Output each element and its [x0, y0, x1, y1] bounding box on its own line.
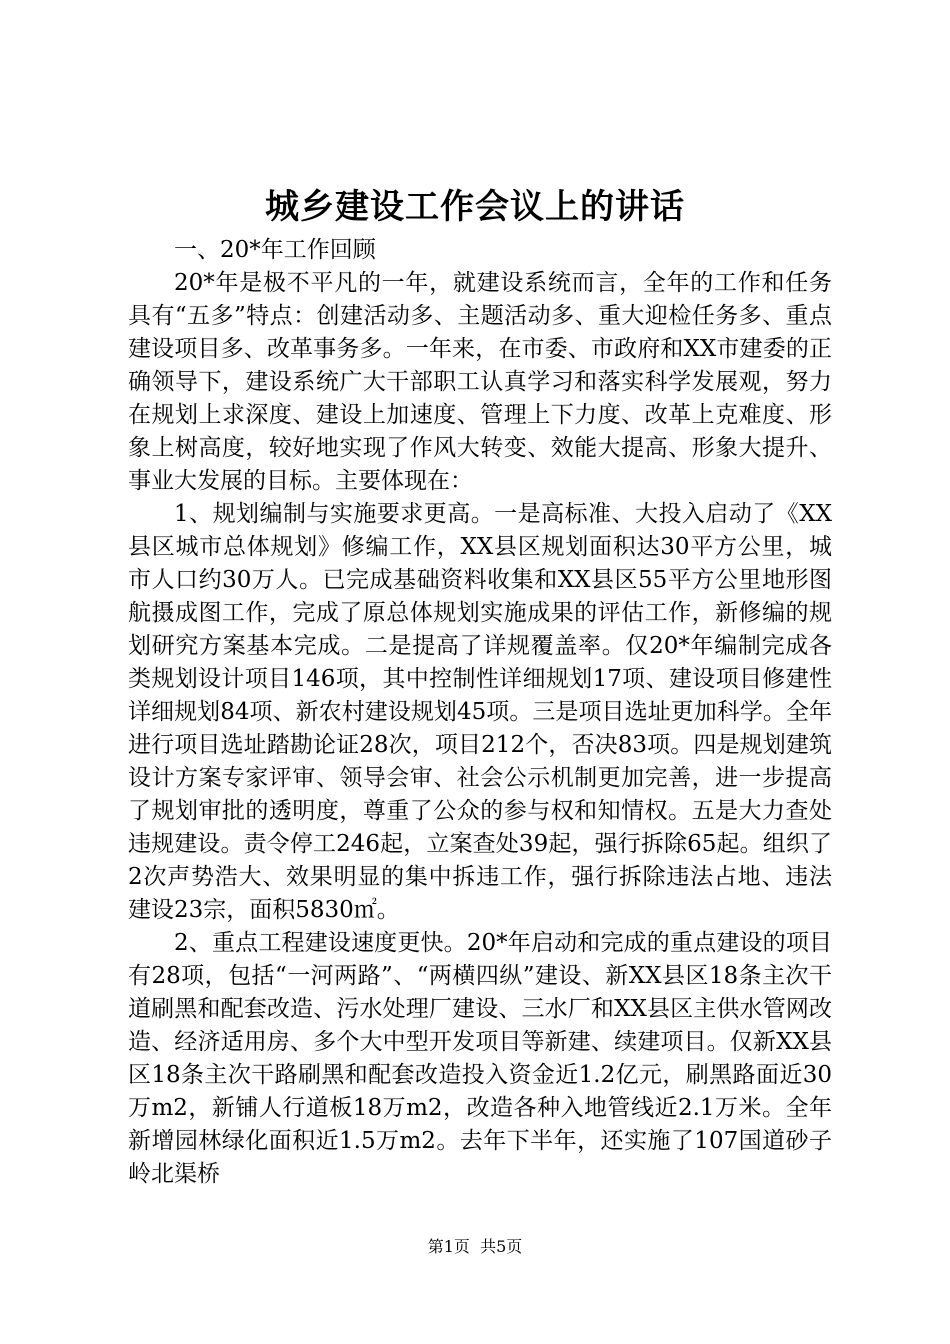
body-paragraph: 1、规划编制与实施要求更高。一是高标准、大投入启动了《XX县区城市总体规划》修编工作，XX县区规划面积达30平方公里，城市人口约30万人。已完成基础资料收集和XX县区55平方公里地形图航摄成图工作，完成了原总体规划实施成果的评估工作，新修编的规划研究方案基本完成。二是提高了详规覆盖率。仅20*年编制完成各类规划设计项目146项，其中控制性详细规划17项、建设项目修建性详细规划84项、新农村建设规划45项。三是项目选址更加科学。全年进行项目选址踏勘论证28次，项目212个，否决83项。四是规划建筑设计方案专家评审、领导会审、社会公示机制更加完善，进一步提高了规划审批的透明度，尊重了公众的参与权和知情权。五是大力查处违规建设。责令停工246起，立案查处39起，强行拆除65起。组织了2次声势浩大、效果明显的集中拆违工作，强行拆除违法占地、违法建设23宗，面积5830㎡。 [128, 501, 832, 923]
body-paragraph: 20*年是极不平凡的一年，就建设系统而言，全年的工作和任务具有“五多”特点：创建活动多、主题活动多、重大迎检任务多、重点建设项目多、改革事务多。一年来，在市委、市政府和XX市建委的正确领导下，建设系统广大干部职工认真学习和落实科学发展观，努力在规划上求深度、建设上加速度、管理上下力度、改革上克难度、形象上树高度，较好地实现了作风大转变、效能大提高、形象大提升、事业大发展的目标。主要体现在： [128, 270, 832, 494]
body-paragraph: 2、重点工程建设速度更快。20*年启动和完成的重点建设的项目有28项，包括“一河两路”、“两横四纵”建设、新XX县区18条主次干道刷黑和配套改造、污水处理厂建设、三水厂和XX县区主供水管网改造、经济适用房、多个大中型开发项目等新建、续建项目。仅新XX县区18条主次干路刷黑和配套改造投入资金近1.2亿元，刷黑路面近30万m2，新铺人行道板18万m2，改造各种入地管线近2.1万米。全年新增园林绿化面积近1.5万m2。去年下半年，还实施了107国道砂子岭北渠桥 [128, 930, 832, 1187]
page-total: 共5页 [480, 1237, 523, 1256]
document-body [128, 234, 832, 1191]
document-title: 城乡建设工作会议上的讲话 [265, 187, 685, 227]
page-footer [0, 1235, 950, 1259]
section-heading: 一、20*年工作回顾 [174, 237, 376, 263]
page-number: 第1页 [427, 1237, 470, 1256]
